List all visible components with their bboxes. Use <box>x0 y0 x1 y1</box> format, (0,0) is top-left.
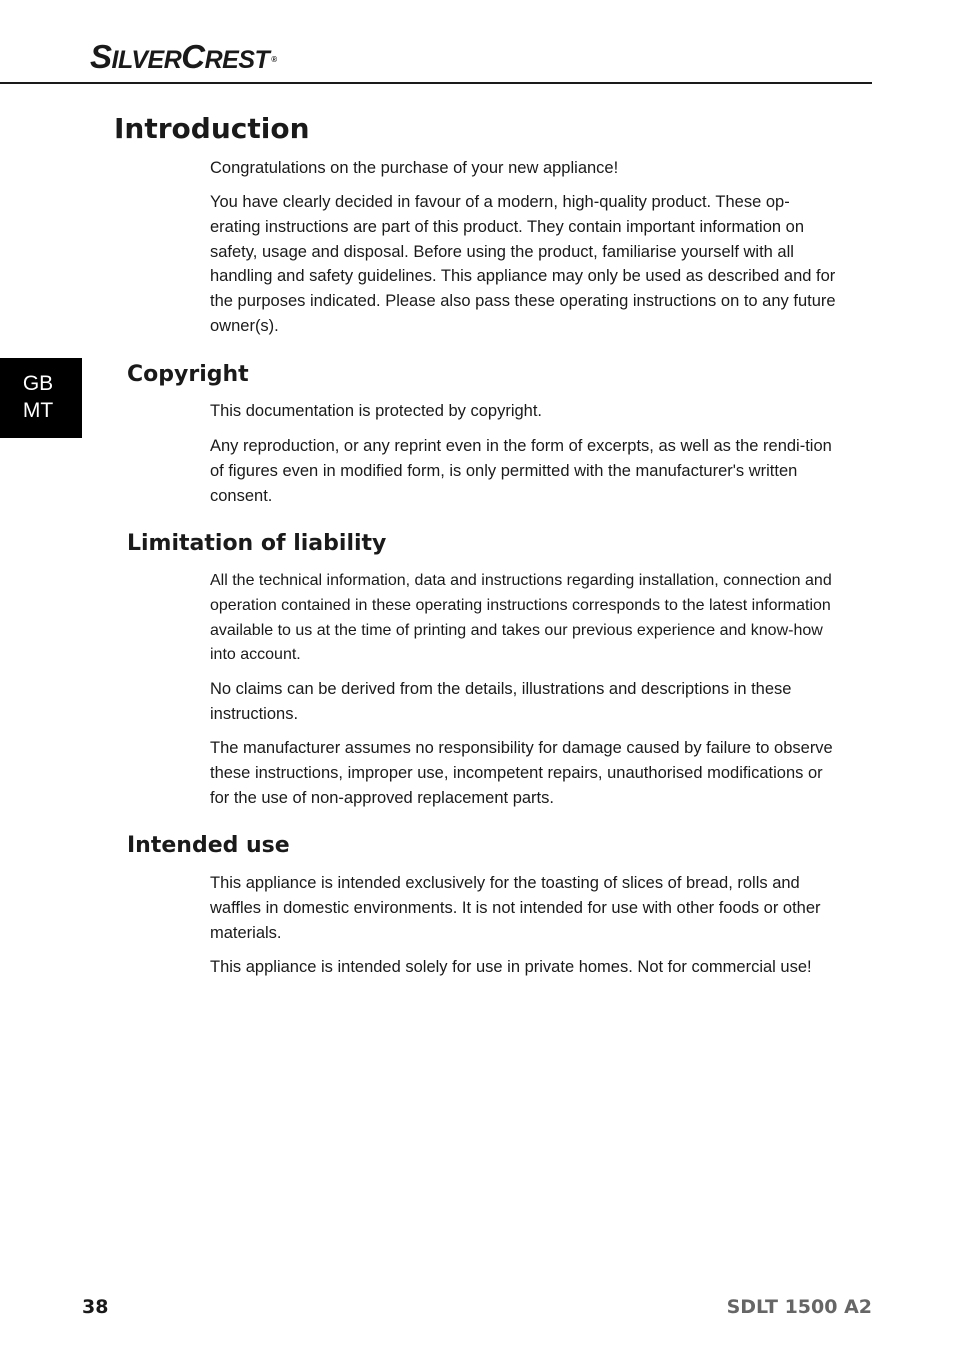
language-tab <box>0 358 82 438</box>
intended-use-paragraph-1: This appliance is intended exclusively for the toasting of slices of bread, rolls and waffles in domestic environments. It is not intended for use with other foods or other materials. <box>210 874 821 942</box>
liability-paragraph-1: All the technical information, data and instructions regarding installation, connection and operation contained in these operating instructions corresponds to the latest information available to us at the time of printing and takes our previous experience and know-how into account. <box>210 572 832 664</box>
intro-paragraph-2: You have clearly decided in favour of a modern, high-quality product. These op-erating instructions are part of this product. They contain important information on safety, usage and disposal. Before using the product, familiarise yourself with all handling and safety guidelines. This appliance may only be used as described and for the purposes indicated. Please also pass these operating instructions on to any future owner(s). <box>210 193 836 335</box>
language-code-mt: MT <box>22 399 54 422</box>
intro-paragraph-1: Congratulations on the purchase of your new appliance! <box>210 159 619 177</box>
copyright-paragraph-1: This documentation is protected by copyright. <box>210 402 543 420</box>
language-code-gb: GB <box>22 372 54 395</box>
copyright-heading: Copyright <box>127 362 249 387</box>
intended-use-paragraph-2: This appliance is intended solely for use in private homes. Not for commercial use! <box>210 958 812 976</box>
liability-heading: Limitation of liability <box>127 531 387 556</box>
silvercrest-logo: SILVERCREST ® <box>90 38 277 75</box>
model-number: SDLT 1500 A2 <box>726 1296 872 1318</box>
page-number: 38 <box>82 1296 109 1318</box>
copyright-paragraph-2: Any reproduction, or any reprint even in the form of excerpts, as well as the rendi-tion of figures even in modified form, is only permitted with the manufacturer's written consent. <box>210 437 832 505</box>
header-rule <box>0 82 872 84</box>
liability-paragraph-2: No claims can be derived from the details, illustrations and descriptions in these instructions. <box>210 680 792 723</box>
introduction-heading: Introduction <box>114 112 310 145</box>
intended-use-heading: Intended use <box>127 833 290 858</box>
liability-paragraph-3: The manufacturer assumes no responsibility for damage caused by failure to observe these instructions, improper use, incompetent repairs, unauthorised modifications or for the use of non-approved replacement parts. <box>210 739 833 807</box>
